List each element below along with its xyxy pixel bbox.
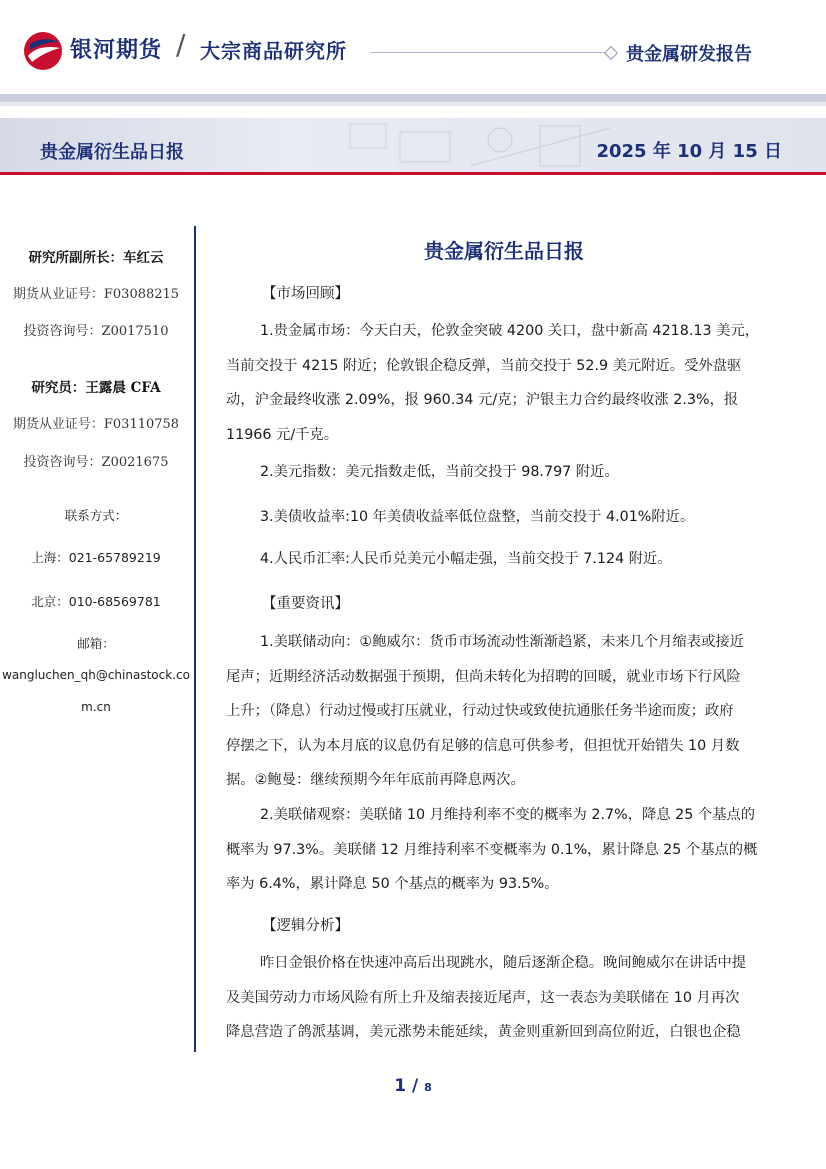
researcher-consult-number: 投资咨询号：Z0021675 — [23, 455, 169, 470]
text-line: 据。②鲍曼：继续预期今年年底前再降息两次。 — [226, 772, 525, 788]
banner-pattern-icon — [330, 118, 630, 172]
diamond-icon — [604, 46, 618, 60]
header-rule — [370, 52, 610, 53]
text-line: 降息营造了鸽派基调，美元涨势未能延续，黄金则重新回到高位附近，白银也企稳 — [226, 1024, 741, 1040]
text-line: 率为 6.4%，累计降息 50 个基点的概率为 93.5%。 — [226, 876, 559, 892]
sidebar-divider — [194, 226, 196, 1052]
page-header — [0, 0, 826, 96]
market-review-gold — [226, 314, 782, 452]
text-line: 概率为 97.3%。美联储 12 月维持利率不变概率为 0.1%，累计降息 25 个基点的概 — [226, 841, 758, 858]
section-heading-market: 【市场回顾】 — [262, 286, 349, 302]
researcher-name: 研究员：王露晨 CFA — [31, 380, 161, 396]
market-review-treasury: 3.美债收益率:10 年美债收益率低位盘整，当前交投于 4.01%附近。 — [260, 509, 695, 525]
report-type: 贵金属研发报告 — [626, 44, 752, 65]
logo-divider: / — [176, 28, 186, 61]
news-fed-moves — [226, 625, 782, 798]
institute-name: 大宗商品研究所 — [200, 39, 347, 63]
email-address-cont: m.cn — [81, 700, 111, 714]
text-line: 及美国劳动力市场风险有所上升及缩表接近尾声，这一表态为美联储在 10 月再次 — [226, 989, 740, 1006]
market-review-rmb: 4.人民币汇率:人民币兑美元小幅走强，当前交投于 7.124 附近。 — [260, 551, 672, 567]
email-address: wangluchen_qh@chinastock.co — [2, 668, 190, 682]
deputy-director: 研究所副所长：车红云 — [28, 250, 164, 266]
banner-title: 贵金属衍生品日报 — [40, 142, 184, 163]
researcher-license: 期货从业证号：F03110758 — [12, 417, 180, 432]
text-line: 停摆之下，认为本月底的议息仍有足够的信息可供参考，但担忧开始错失 10 月数 — [226, 737, 740, 754]
text-line: 动，沪金最终收涨 2.09%，报 960.34 元/克；沪银主力合约最终收涨 2.3%，报 — [226, 392, 739, 408]
text-line: 上升；（降息）行动过慢或打压就业，行动过快或致使抗通胀任务半途而废；政府 — [226, 703, 734, 719]
text-line: 尾声；近期经济活动数据强于预期，但尚未转化为招聘的回暖，就业市场下行风险 — [226, 668, 741, 685]
header-stripe-light — [0, 102, 826, 106]
text-line: 1.美联储动向：①鲍威尔：货币市场流动性渐渐趋紧，未来几个月缩表或接近 — [260, 634, 744, 650]
logic-analysis — [226, 946, 782, 1050]
text-line: 11966 元/千克。 — [226, 426, 339, 443]
contact-label: 联系方式： — [64, 508, 128, 523]
report-date: 2025 年 10 月 15 日 — [596, 141, 782, 162]
banner-red-rule — [0, 172, 826, 175]
deputy-consult-number: 投资咨询号：Z0017510 — [23, 324, 169, 339]
company-name: 银河期货 — [70, 38, 163, 63]
text-line: 1.贵金属市场：今天白天，伦敦金突破 4200 关口，盘中新高 4218.13 美元， — [260, 323, 760, 339]
section-heading-news: 【重要资讯】 — [262, 596, 349, 612]
deputy-license: 期货从业证号：F03088215 — [12, 287, 180, 302]
document-title: 贵金属衍生品日报 — [424, 239, 584, 263]
market-review-dollar: 2.美元指数：美元指数走低，当前交投于 98.797 附近。 — [260, 464, 619, 480]
news-fed-watch — [226, 798, 782, 902]
galaxy-logo-icon — [22, 30, 64, 72]
text-line: 昨日金银价格在快速冲高后出现跳水，随后逐渐企稳。晚间鲍威尔在讲话中提 — [260, 955, 747, 971]
section-heading-logic: 【逻辑分析】 — [262, 918, 349, 934]
email-label: 邮箱： — [77, 636, 115, 651]
page-number: 1 / 8 — [394, 1076, 432, 1096]
header-stripe — [0, 94, 826, 102]
phone-beijing: 北京：010-68569781 — [31, 594, 161, 609]
text-line: 2.美联储观察：美联储 10 月维持利率不变的概率为 2.7%，降息 25 个基点的 — [260, 807, 756, 823]
text-line: 当前交投于 4215 附近；伦敦银企稳反弹，当前交投于 52.9 美元附近。受外盘驱 — [226, 357, 742, 374]
phone-shanghai: 上海：021-65789219 — [31, 550, 161, 565]
